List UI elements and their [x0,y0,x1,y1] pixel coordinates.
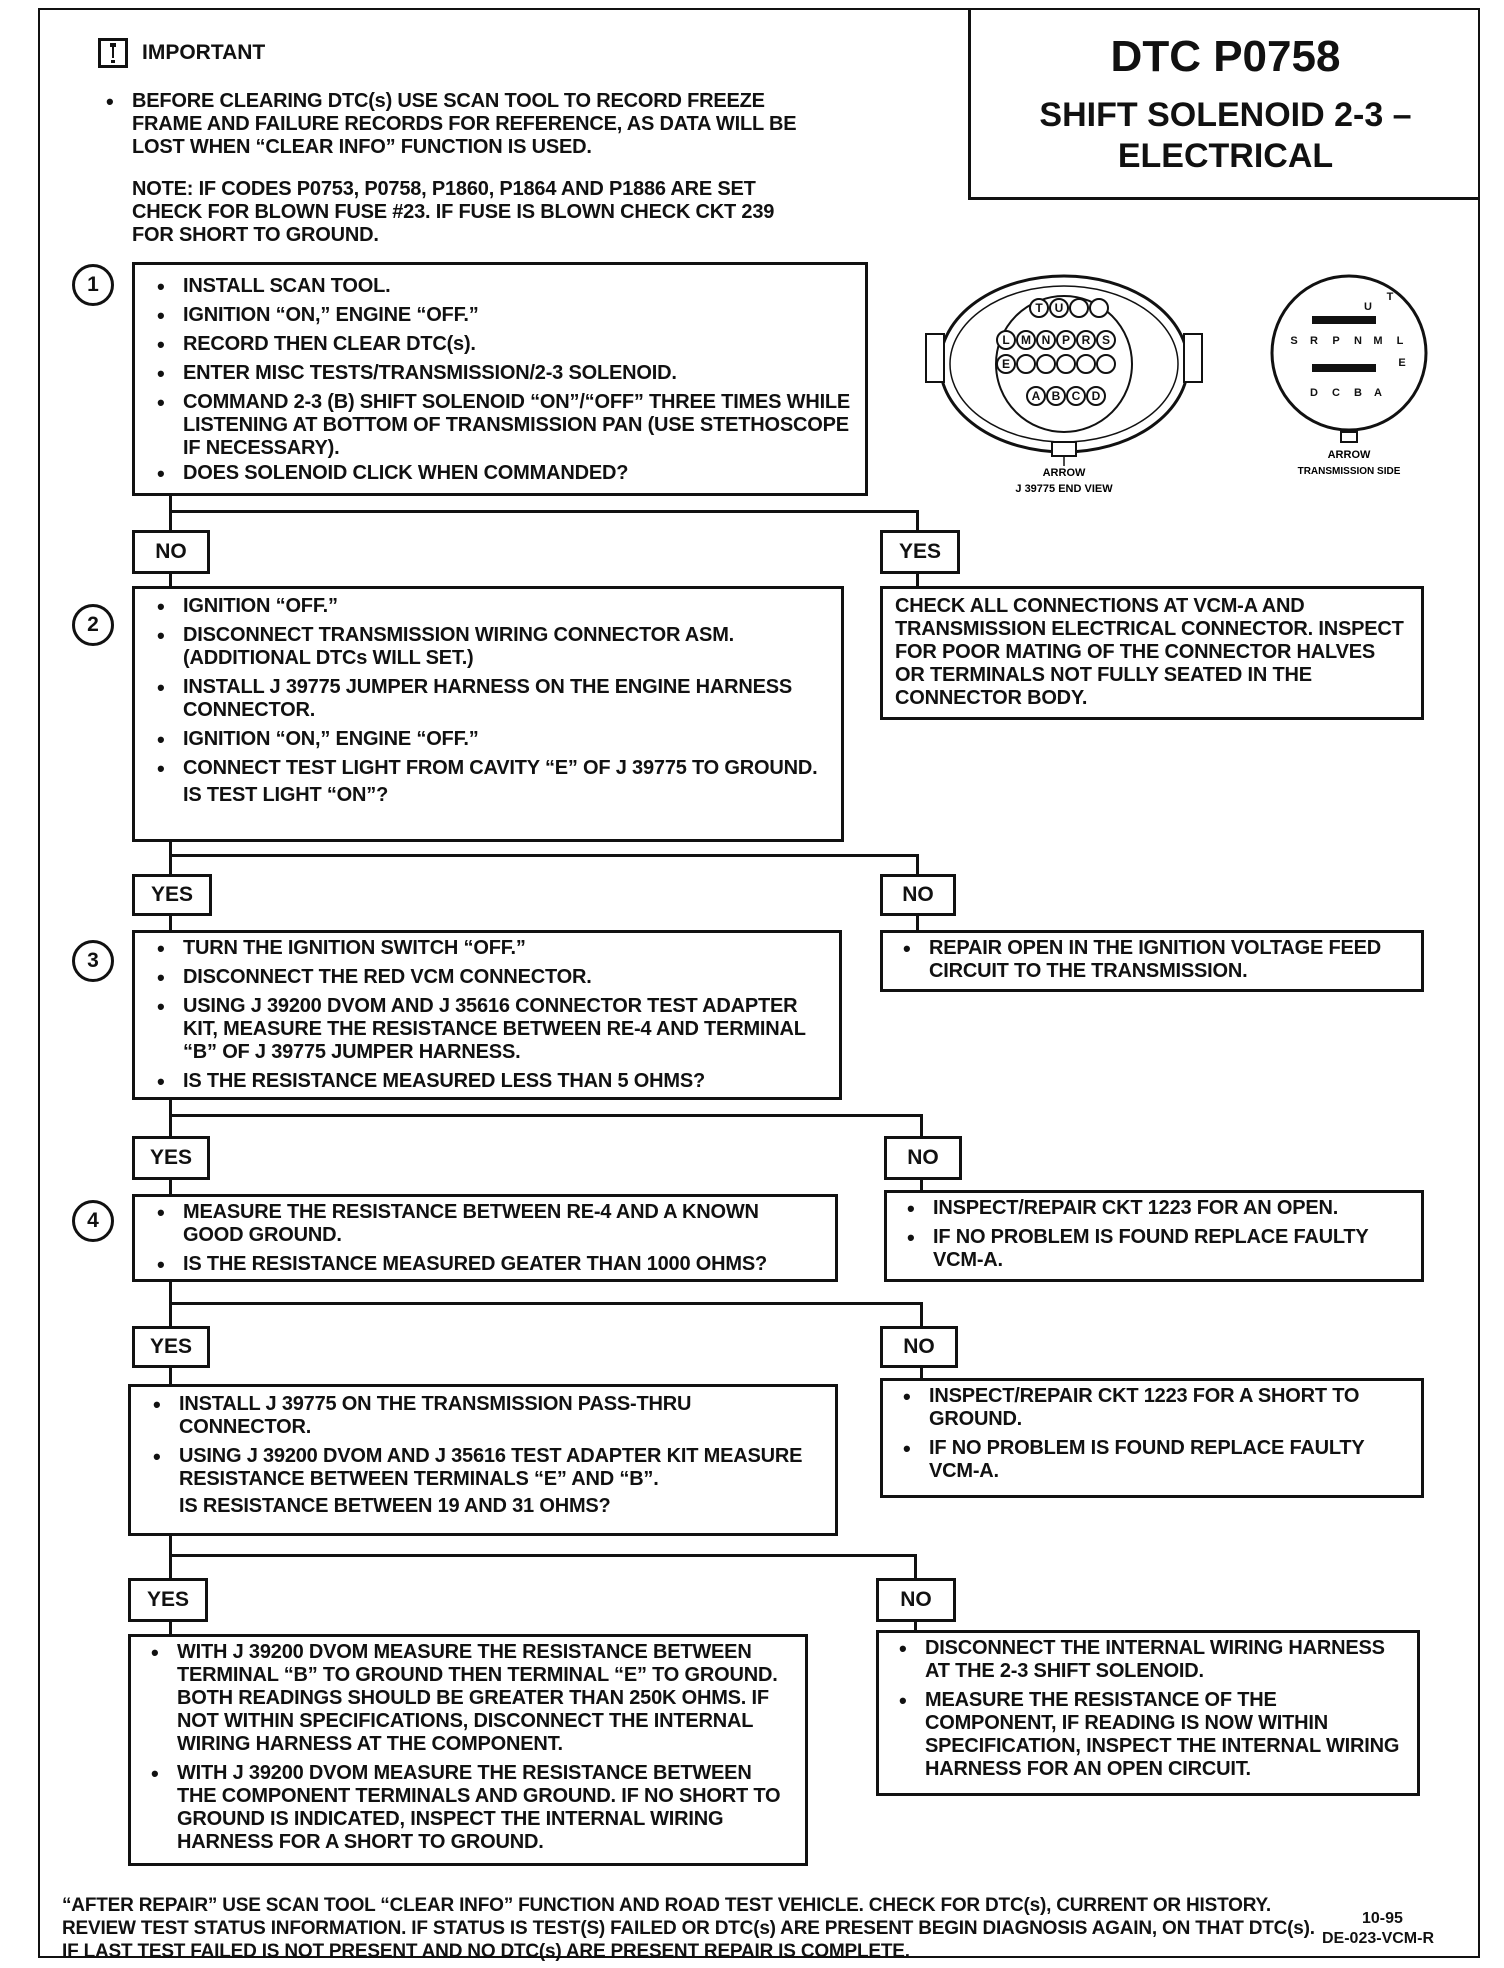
trans-pin-R: R [1310,335,1318,347]
step-4-item: • MEASURE THE RESISTANCE BETWEEN RE-4 AND A KNOWN GOOD GROUND. [149,1201,821,1247]
step-2-box [132,586,844,842]
no-3-item: • INSPECT/REPAIR CKT 1223 FOR AN OPEN. [899,1197,1409,1220]
connector-j39775-svg [924,268,1204,498]
step-1-item: • DOES SOLENOID CLICK WHEN COMMANDED? [149,462,851,485]
right-arrow-label: ARROW [1327,449,1371,461]
step-4-circle: 4 [72,1200,114,1242]
step-3-box [132,930,842,1100]
label-no-3: NO [884,1136,962,1180]
trans-pin-D: D [1310,387,1318,399]
pin-R: R [1081,333,1091,347]
pin-C: C [1071,389,1081,403]
no-3-item: • IF NO PROBLEM IS FOUND REPLACE FAULTY VCM-A. [899,1226,1409,1272]
label-no-1: NO [132,530,210,574]
footer-date: 10-95 [1362,1910,1403,1927]
connector-line [916,510,919,532]
important-note: NOTE: IF CODES P0753, P0758, P1860, P1864 AND P1886 ARE SET CHECK FOR BLOWN FUSE #23. IF FUSE IS BLOWN CHECK CKT 239 FOR SHORT TO GROUND. [132,178,775,246]
no-4-box [880,1378,1424,1498]
trans-pin-U: U [1364,301,1372,313]
pin-T: T [1035,301,1043,315]
step-3-item: • DISCONNECT THE RED VCM CONNECTOR. [149,966,825,989]
step-1-box [132,262,868,496]
pin-M: M [1021,333,1031,347]
right-connector-caption: TRANSMISSION SIDE [1297,466,1401,477]
connector-line [169,1366,172,1386]
step-2-question: IS TEST LIGHT “ON”? [183,784,389,806]
step-5-question: IS RESISTANCE BETWEEN 19 AND 31 OHMS? [179,1495,611,1517]
pin-N: N [1041,333,1051,347]
no-3-box [884,1190,1424,1282]
connector-transmission-diagram [1264,268,1434,480]
trans-pin-E: E [1398,357,1406,369]
title-line1: SHIFT SOLENOID 2-3 – [1039,96,1412,134]
step-1-circle: 1 [72,264,114,306]
trans-pin-C: C [1332,387,1340,399]
label-yes-5: YES [128,1578,208,1622]
left-arrow-label: ARROW [1042,467,1086,479]
step-3-item: • TURN THE IGNITION SWITCH “OFF.” [149,937,825,960]
pin-D: D [1091,389,1101,403]
pin-S: S [1101,333,1111,347]
step-2-item: • IGNITION “OFF.” [149,595,827,618]
connector-line [920,1302,923,1328]
trans-pin-M: M [1373,335,1383,347]
step-6-item: • WITH J 39200 DVOM MEASURE THE RESISTANCE BETWEEN THE COMPONENT TERMINALS AND GROUND. IF NO SHORT TO GROUND IS INDICATED, INSPECT THE INTERNAL WIRING HARNESS FOR A SHORT TO GROUND. [143,1762,793,1854]
step-2-item: • DISCONNECT TRANSMISSION WIRING CONNECTOR ASM. (ADDITIONAL DTCs WILL SET.) [149,624,827,670]
pin-B: B [1051,389,1061,403]
connector-line [169,1114,923,1117]
pin-U: U [1054,301,1064,315]
connector-line [169,854,919,857]
connector-line [169,840,172,876]
pin-A: A [1031,389,1041,403]
connector-line [169,572,172,586]
connector-line [914,1554,917,1580]
step-2-item: • IGNITION “ON,” ENGINE “OFF.” [149,728,827,751]
connector-j39775-diagram [924,268,1204,498]
connector-line [169,1534,172,1580]
no-5-item: • DISCONNECT THE INTERNAL WIRING HARNESS AT THE 2-3 SHIFT SOLENOID. [891,1637,1405,1683]
step-1-item: • RECORD THEN CLEAR DTC(s). [149,333,851,356]
connector-line [916,854,919,876]
label-yes-3: YES [132,1136,210,1180]
important-header [98,36,265,70]
step-4-box [132,1194,838,1282]
step-6-box [128,1634,808,1866]
important-icon [98,38,128,68]
connector-line [169,1554,917,1557]
connector-line [169,494,172,532]
trans-pin-B: B [1354,387,1362,399]
step-5-box [128,1384,838,1536]
step-5-item: • USING J 39200 DVOM AND J 35616 TEST ADAPTER KIT MEASURE RESISTANCE BETWEEN TERMINALS “E” AND “B”. [145,1445,821,1491]
label-no-5: NO [876,1578,956,1622]
title-box [968,8,1480,200]
trans-pin-L: L [1396,335,1404,347]
step-1-item: • ENTER MISC TESTS/TRANSMISSION/2-3 SOLENOID. [149,362,851,385]
yes-1-text: CHECK ALL CONNECTIONS AT VCM-A AND TRANSMISSION ELECTRICAL CONNECTOR. INSPECT FOR POOR MATING OF THE CONNECTOR HALVES OR TERMINALS NOT FULLY SEATED IN THE CONNECTOR BODY. [895,595,1404,709]
label-yes-2: YES [132,874,212,916]
connector-transmission-svg [1264,268,1434,480]
step-3-item: • USING J 39200 DVOM AND J 35616 CONNECTOR TEST ADAPTER KIT, MEASURE THE RESISTANCE BETWEEN RE-4 AND TERMINAL “B” OF J 39775 JUMPER HARNESS. [149,995,825,1064]
no-2-text: • REPAIR OPEN IN THE IGNITION VOLTAGE FEED CIRCUIT TO THE TRANSMISSION. [895,937,1409,983]
trans-pin-P: P [1332,335,1340,347]
left-connector-caption: J 39775 END VIEW [1015,483,1113,495]
footer-after-repair: “AFTER REPAIR” USE SCAN TOOL “CLEAR INFO” FUNCTION AND ROAD TEST VEHICLE. CHECK FOR DTC(s), CURRENT OR HISTORY. REVIEW TEST STATUS INFORMATION. IF STATUS IS TEST(S) FAILED OR DTC(s) ARE PRESENT BEGIN DIAGNOSIS AGAIN, ON THAT DTC(s). IF LAST TEST FAILED IS NOT PRESENT AND NO DTC(s) ARE PRESENT REPAIR IS COMPLETE. [62,1895,1315,1962]
step-1-item: • INSTALL SCAN TOOL. [149,275,851,298]
no-2-box [880,930,1424,992]
yes-1-box [880,586,1424,720]
step-1-item: • COMMAND 2-3 (B) SHIFT SOLENOID “ON”/“OFF” THREE TIMES WHILE LISTENING AT BOTTOM OF TRANSMISSION PAN (USE STETHOSCOPE IF NECESSARY). [149,391,851,460]
step-6-item: • WITH J 39200 DVOM MEASURE THE RESISTANCE BETWEEN TERMINAL “B” TO GROUND THEN TERMINAL “E” TO GROUND. BOTH READINGS SHOULD BE GREATER THAN 250K OHMS. IF NOT WITHIN SPECIFICATIONS, DISCONNECT THE INTERNAL WIRING HARNESS AT THE COMPONENT. [143,1641,793,1756]
step-2-circle: 2 [72,604,114,646]
footer-doc-id: DE-023-VCM-R [1322,1930,1435,1947]
step-3-item: • IS THE RESISTANCE MEASURED LESS THAN 5 OHMS? [149,1070,825,1093]
pin-E: E [1001,357,1011,371]
step-1-item: • IGNITION “ON,” ENGINE “OFF.” [149,304,851,327]
step-5-item: • INSTALL J 39775 ON THE TRANSMISSION PASS-THRU CONNECTOR. [145,1393,821,1439]
connector-line [916,572,919,586]
no-4-item: • INSPECT/REPAIR CKT 1223 FOR A SHORT TO GROUND. [895,1385,1409,1431]
label-no-4: NO [880,1326,958,1368]
trans-pin-A: A [1374,387,1382,399]
pin-L: L [1002,333,1010,347]
important-label: IMPORTANT [142,41,266,64]
label-no-2: NO [880,874,956,916]
step-3-circle: 3 [72,940,114,982]
step-2-item: • CONNECT TEST LIGHT FROM CAVITY “E” OF J 39775 TO GROUND. [149,757,827,780]
title-line2: ELECTRICAL [1117,137,1334,175]
trans-pin-N: N [1354,335,1362,347]
no-5-box [876,1630,1420,1796]
step-4-item: • IS THE RESISTANCE MEASURED GEATER THAN 1000 OHMS? [149,1253,821,1276]
no-5-item: • MEASURE THE RESISTANCE OF THE COMPONENT, IF READING IS NOW WITHIN SPECIFICATION, INSPECT THE INTERNAL WIRING HARNESS FOR AN OPEN CIRCUIT. [891,1689,1405,1781]
trans-pin-S: S [1290,335,1298,347]
label-yes-1: YES [880,530,960,574]
no-4-item: • IF NO PROBLEM IS FOUND REPLACE FAULTY VCM-A. [895,1437,1409,1483]
connector-line [169,1302,923,1305]
important-bullet [98,90,818,165]
trans-pin-T: T [1386,291,1394,303]
connector-line [169,1098,172,1138]
step-2-item: • INSTALL J 39775 JUMPER HARNESS ON THE ENGINE HARNESS CONNECTOR. [149,676,827,722]
dtc-code: DTC P0758 [1110,32,1341,81]
important-bullet-text: • BEFORE CLEARING DTC(s) USE SCAN TOOL TO RECORD FREEZE FRAME AND FAILURE RECORDS FOR REFERENCE, AS DATA WILL BE LOST WHEN “CLEAR INFO” FUNCTION IS USED. [98,90,818,159]
label-yes-4: YES [132,1326,210,1368]
connector-line [169,510,919,513]
pin-P: P [1061,333,1071,347]
connector-line [920,1114,923,1138]
